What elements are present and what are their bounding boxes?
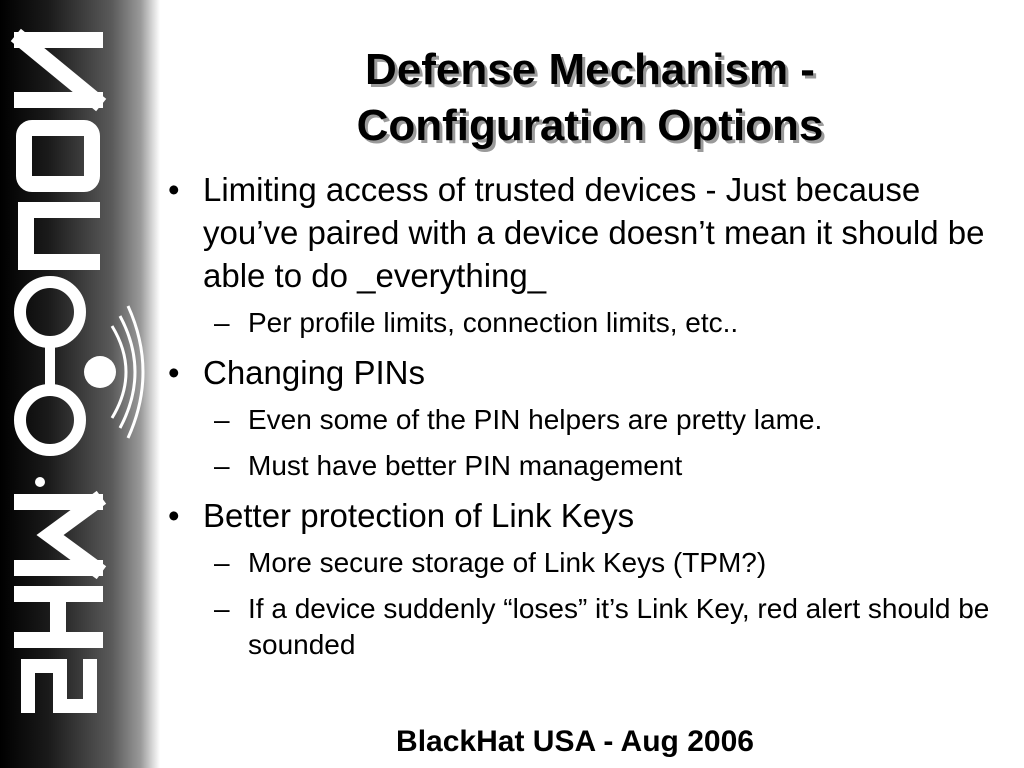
shmoocon-logo	[0, 0, 160, 768]
sub-bullet-text: If a device suddenly “loses” it’s Link Key, red alert should be sounded	[248, 593, 990, 660]
dash-marker: –	[214, 547, 230, 578]
bullet-text: Changing PINs	[203, 354, 425, 391]
title-line-2: Configuration Options	[356, 101, 824, 150]
bullet-item	[160, 168, 1010, 297]
dash-marker: –	[214, 450, 230, 481]
sub-bullet-item	[160, 305, 1010, 341]
dash-marker: –	[214, 593, 230, 624]
sub-bullet-text: Per profile limits, connection limits, etc..	[248, 307, 739, 338]
sub-bullet-item	[160, 402, 1010, 438]
title-line-1: Defense Mechanism -	[365, 45, 815, 94]
sub-bullet-text: Must have better PIN management	[248, 450, 683, 481]
bullet-marker: •	[168, 354, 180, 391]
bullet-item	[160, 351, 1010, 394]
dash-marker: –	[214, 404, 230, 435]
sub-bullet-text: More secure storage of Link Keys (TPM?)	[248, 547, 767, 578]
sub-bullet-item	[160, 448, 1010, 484]
sidebar-logo-panel	[0, 0, 160, 768]
dash-marker: –	[214, 307, 230, 338]
sub-bullet-text: Even some of the PIN helpers are pretty lame.	[248, 404, 823, 435]
bullet-text: Better protection of Link Keys	[203, 497, 635, 534]
bullet-marker: •	[168, 497, 180, 534]
bullet-item	[160, 494, 1010, 537]
sub-bullet-item	[160, 591, 1010, 663]
slide-title	[170, 42, 1010, 154]
bullet-list	[160, 168, 1010, 673]
footer-text: BlackHat USA - Aug 2006	[396, 725, 754, 758]
bullet-marker: •	[168, 171, 180, 208]
bullet-text: Limiting access of trusted devices - Just because you’ve paired with a device doesn’t mean it should be able to do _everything_	[203, 171, 985, 294]
sub-bullet-item	[160, 545, 1010, 581]
